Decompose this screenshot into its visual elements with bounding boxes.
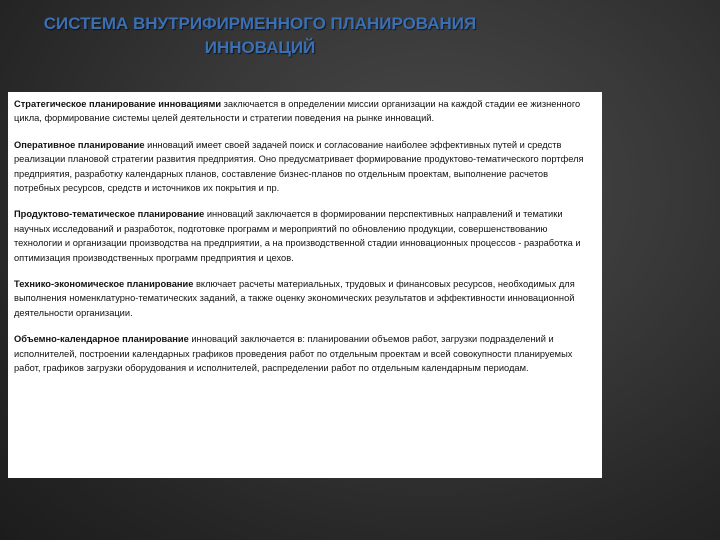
paragraph-strategic [14,97,596,126]
paragraph-lead: Продуктово-тематическое планирование [14,209,205,220]
slide-title [0,12,520,60]
paragraph-text: инноваций заключается в формировании перспективных направлений и тематики научных исследований и разработок, подготовке программ и мероприятий по обновлению продукции, совершенствованию технологии и организации производства на предприятии, а на производственной стадии инновационных процессов - разработка и оптимизация производственных программ предприятия и цехов. [14,209,581,263]
slide-title-line2: ИННОВАЦИЙ [204,38,316,57]
paragraph-lead: Стратегическое планирование инновациями [14,99,222,109]
paragraph-text: инноваций имеет своей задачей поиск и согласование наиболее эффективных путей и средств реализации плановой стратегии развития предприятия. Оно предусматривает формирование продуктово-тематического портфеля предприятия, разработку календарных планов, составление бизнес-планов по отдельным проектам, выполнение расчетов потребных ресурсов, средств и источников их покрытия и пр. [14,139,584,194]
paragraph-text: заключается в определении миссии организации на каждой стадии ее жизненного цикла, формирование системы целей деятельности и стратегии поведения на рынке инноваций. [14,99,581,124]
paragraph-text: инноваций заключается в: планировании объемов работ, загрузки подразделений и исполнителей, построении календарных графиков проведения работ по отдельным проектам и всей совокупности планируемых работ, графиков загрузки оборудования и исполнителей, распределении работ по отдельным календарным периодам. [14,334,573,374]
paragraph-lead: Оперативное планирование [14,139,145,150]
slide-title-line1: СИСТЕМА ВНУТРИФИРМЕННОГО ПЛАНИРОВАНИЯ [43,14,477,33]
paragraph-product-thematic [14,207,596,265]
paragraph-lead: Технико-экономическое планирование [14,279,194,290]
paragraph-text: включает расчеты материальных, трудовых и финансовых ресурсов, необходимых для выполнения номенклатурно-тематических заданий, а также оценку экономических результатов и эффективности инновационной деятельности организации. [14,279,575,318]
paragraph-operational [14,138,596,196]
paragraph-technical-economic [14,277,596,320]
content-panel [8,92,602,478]
paragraph-volume-calendar [14,332,596,375]
paragraph-lead: Объемно-календарное планирование [14,334,189,345]
